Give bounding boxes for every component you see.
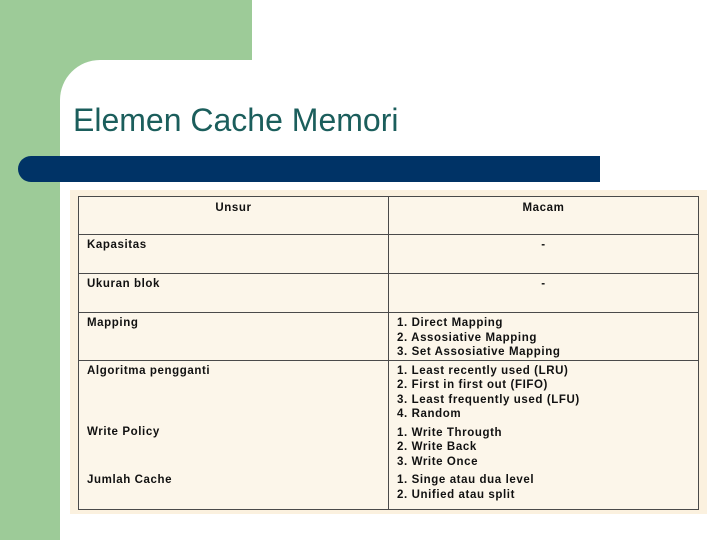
cache-elements-table: [78, 196, 699, 510]
macam-line: -: [541, 278, 546, 290]
macam-line: -: [541, 239, 546, 251]
title-underline-bar: [18, 156, 600, 182]
unsur-label: Jumlah Cache: [87, 473, 173, 486]
macam-line: 2. Unified atau split: [397, 488, 516, 501]
unsur-label: Algoritma pengganti: [87, 364, 211, 377]
header-unsur: Unsur: [79, 197, 389, 235]
cell-macam: [389, 274, 699, 313]
macam-line: 4. Random: [397, 408, 462, 420]
cell-unsur: Ukuran blok: [79, 274, 389, 313]
macam-line: 1. Singe atau dua level: [397, 474, 535, 486]
macam-line: 3. Set Assosiative Mapping: [397, 346, 561, 358]
macam-line: 2. First in first out (FIFO): [397, 379, 548, 391]
macam-line: 3. Least frequently used (LFU): [397, 393, 580, 406]
macam-line: 2. Assosiative Mapping: [397, 331, 537, 344]
macam-line: 1. Least recently used (LRU): [397, 364, 569, 377]
cell-unsur: Mapping: [79, 313, 389, 361]
table-header-row: [79, 197, 699, 235]
cell-unsur: Kapasitas: [79, 235, 389, 274]
table-row: [79, 360, 699, 510]
cell-macam: [389, 313, 699, 361]
slide-title: Elemen Cache Memori: [73, 102, 399, 138]
unsur-label: Write Policy: [87, 426, 160, 438]
macam-line: 1. Direct Mapping: [397, 317, 504, 329]
macam-line: 3. Write Once: [397, 455, 479, 468]
cell-macam: [389, 235, 699, 274]
table-image-frame: [70, 190, 707, 514]
macam-line: 2. Write Back: [397, 441, 477, 453]
table-row: [79, 274, 699, 313]
macam-line: 1. Write Througth: [397, 426, 503, 439]
header-macam: Macam: [389, 197, 699, 235]
cell-unsur-multi: [79, 360, 389, 510]
table-row: [79, 313, 699, 361]
cell-macam-multi: [389, 360, 699, 510]
table-row: [79, 235, 699, 274]
